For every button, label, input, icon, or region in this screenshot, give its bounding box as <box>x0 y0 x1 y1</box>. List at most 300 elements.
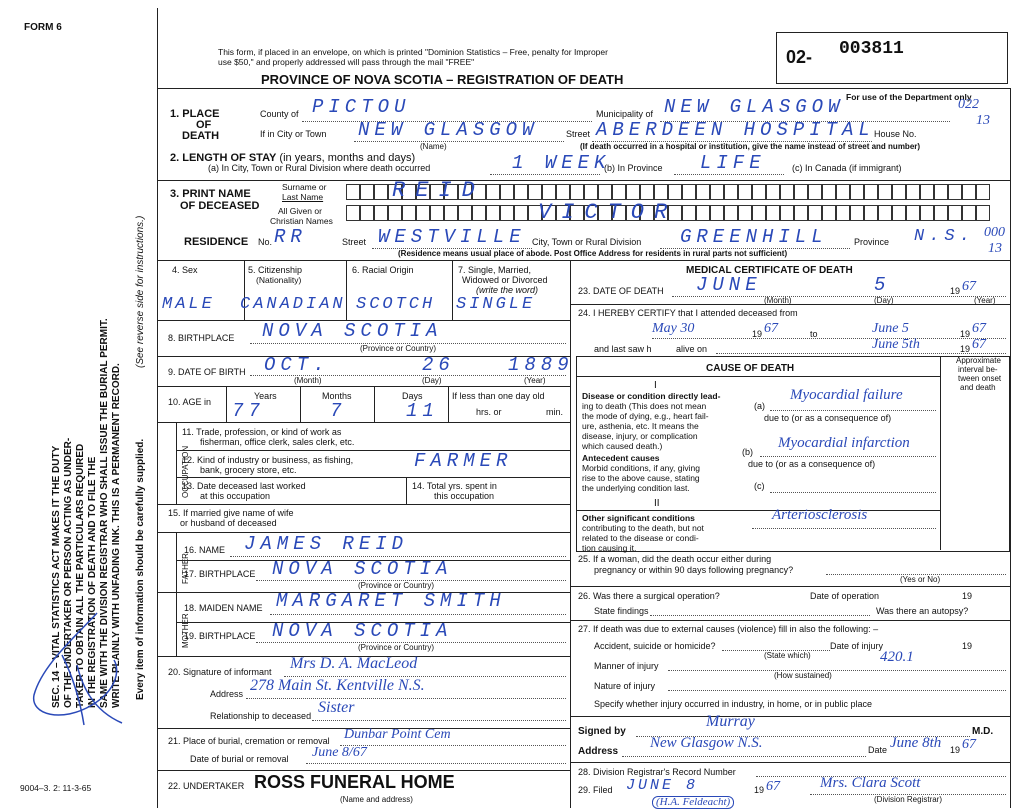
years-spent-label-2: this occupation <box>434 491 495 501</box>
letter-cell <box>850 205 864 221</box>
residence-label: RESIDENCE <box>184 236 249 248</box>
antecedent-label-2: Morbid conditions, if any, giving <box>582 463 700 473</box>
side-instruction-8: Every item of information should be carefully supplied. <box>135 438 146 700</box>
letter-cell <box>640 184 654 200</box>
letter-cell <box>696 184 710 200</box>
citizenship-label: 5. Citizenship <box>248 265 303 275</box>
center-divider <box>570 260 571 808</box>
father-birthplace-sub: (Province or Country) <box>358 581 435 590</box>
letter-cell <box>780 205 794 221</box>
marital-label-1: 7. Single, Married, <box>458 265 532 275</box>
father-name-line <box>230 556 566 557</box>
age-days-label: Days <box>402 391 423 401</box>
letter-cell <box>724 205 738 221</box>
divider-16 <box>157 770 570 771</box>
operation-date-label: Date of operation <box>810 591 880 601</box>
marital-label-3: (write the word) <box>476 285 539 295</box>
attended-from-prefix: 19 <box>752 329 763 339</box>
city-name-caption: (Name) <box>420 142 447 151</box>
stay-b-label: (b) In Province <box>604 163 663 173</box>
letter-cell <box>542 184 556 200</box>
attended-to-prefix: 19 <box>960 329 971 339</box>
specify-label: Specify whether injury occurred in industry, in home, or in public place <box>594 699 872 709</box>
age-months-value: 7 <box>330 400 347 422</box>
disease-label-1: Disease or condition directly lead- <box>582 391 721 401</box>
letter-cell <box>374 205 388 221</box>
letter-cell <box>682 205 696 221</box>
given-label-1: All Given or <box>278 206 322 216</box>
department-use-label: For use of the Department only <box>846 92 972 102</box>
death-month-value: JUNE <box>696 274 762 296</box>
side-instruction-2: OF THE UNDERTAKER OR PERSON ACTING AS UNDER- <box>63 437 74 708</box>
how-sustained-caption: (How sustained) <box>774 671 832 680</box>
letter-cell <box>836 205 850 221</box>
father-birthplace-label: 17. BIRTHPLACE <box>184 569 256 579</box>
industry-label-2: bank, grocery store, etc. <box>200 465 297 475</box>
letter-cell <box>976 205 990 221</box>
cause-c-line <box>770 492 936 493</box>
dept-code-3: 000 <box>984 225 1005 240</box>
form-left-border <box>157 8 158 808</box>
last-saw-line <box>716 353 1006 354</box>
md-date-value: June 8th <box>890 735 942 751</box>
letter-cell <box>402 205 416 221</box>
attended-line <box>652 338 1006 339</box>
stay-b-line <box>674 174 784 175</box>
marital-label-2: Widowed or Divorced <box>462 275 548 285</box>
divider-6 <box>157 422 570 423</box>
md-date-label: Date <box>868 745 888 755</box>
dept-code-4: 13 <box>988 241 1002 256</box>
surname-label-2: Last Name <box>282 192 324 202</box>
letter-cell <box>976 184 990 200</box>
autopsy-label: Was there an autopsy? <box>876 606 969 616</box>
interval-divider <box>940 356 941 550</box>
letter-cell <box>430 205 444 221</box>
last-saw-prefix: 19 <box>960 344 971 354</box>
divider-m2 <box>570 586 1010 587</box>
trade-label-1: 11. Trade, profession, or kind of work as <box>182 427 342 437</box>
divider-2 <box>157 260 1010 261</box>
col-div-b <box>346 260 347 320</box>
letter-cell <box>724 184 738 200</box>
informant-signature: Mrs D. A. MacLeod <box>290 655 418 672</box>
divider-m3 <box>570 620 1010 621</box>
letter-cell <box>878 205 892 221</box>
letter-cell <box>598 184 612 200</box>
burial-place-value: Dunbar Point Cem <box>344 727 451 742</box>
letter-cell <box>864 205 878 221</box>
mother-name-value: MARGARET SMITH <box>276 590 506 612</box>
letter-cell <box>934 205 948 221</box>
marital-value: SINGLE <box>456 295 536 314</box>
cause-a-value: Myocardial failure <box>790 387 903 403</box>
signed-value: Murray <box>706 713 755 730</box>
letter-cell <box>948 205 962 221</box>
divider-8 <box>176 477 570 478</box>
attended-from-value: May 30 <box>652 321 695 336</box>
injury-year-prefix: 19 <box>962 641 973 651</box>
age-months-label: Months <box>322 391 352 401</box>
col-div-c <box>452 260 453 320</box>
letter-cell <box>458 205 472 221</box>
record-label: 28. Division Registrar's Record Number <box>578 767 736 777</box>
racial-label: 6. Racial Origin <box>352 265 414 275</box>
woman-label-2: pregnancy or within 90 days following pregnancy? <box>594 565 794 575</box>
stay-a-value: 1 WEEK <box>512 152 611 174</box>
stay-label: 2. LENGTH OF STAY <box>170 152 277 164</box>
letter-cell <box>808 184 822 200</box>
attended-to-year: 67 <box>972 321 986 336</box>
md-year-value: 67 <box>962 737 976 752</box>
occupation-side-div <box>176 422 177 504</box>
birthplace-sub: (Province or Country) <box>360 344 437 353</box>
letter-cell <box>752 205 766 221</box>
given-value: VICTOR <box>538 200 678 225</box>
house-label: House No. <box>874 129 917 139</box>
state-findings-line <box>650 615 870 616</box>
name-label-1: 3. PRINT NAME <box>170 188 251 200</box>
disease-label-6: which caused death.) <box>582 441 663 451</box>
letter-cell <box>584 184 598 200</box>
certify-label: 24. I HEREBY CERTIFY that I attended deceased from <box>578 308 798 318</box>
stay-b-value: LIFE <box>700 152 766 174</box>
married-label-2: or husband of deceased <box>180 518 277 528</box>
residence-note: (Residence means usual place of abode. Post Office Address for residents in rural parts not sufficient) <box>398 249 788 258</box>
disease-label-3: the mode of dying, e.g., heart fail- <box>582 411 709 421</box>
residence-province-label: Province <box>854 237 890 247</box>
filed-year-value: 67 <box>766 779 780 794</box>
under-day-label: If less than one day old <box>452 391 545 401</box>
cause-b-value: Myocardial infarction <box>778 435 910 451</box>
burial-place-line <box>340 745 566 746</box>
alive-label: alive on <box>676 344 708 354</box>
md-label: M.D. <box>972 726 994 737</box>
dept-code-2: 13 <box>976 113 990 128</box>
letter-cell <box>766 205 780 221</box>
signed-label: Signed by <box>578 726 626 737</box>
letter-cell <box>486 205 500 221</box>
name-label-2: OF DECEASED <box>180 200 260 212</box>
death-day-caption: (Day) <box>874 296 894 305</box>
letter-cell <box>654 184 668 200</box>
given-label-2: Christian Names <box>270 216 333 226</box>
last-saw-year: 67 <box>972 337 986 352</box>
letter-cell <box>738 184 752 200</box>
other-label-4: tion causing it. <box>582 543 637 553</box>
age-years-label: Years <box>254 391 277 401</box>
father-name-value: JAMES REID <box>244 533 409 555</box>
mother-birthplace-label: 19. BIRTHPLACE <box>184 631 256 641</box>
county-label: County of <box>260 109 299 119</box>
min-label: min. <box>546 407 564 417</box>
nature-label: Nature of injury <box>594 681 656 691</box>
mother-side-div <box>176 592 177 656</box>
letter-cell <box>486 184 500 200</box>
city-value: NEW GLASGOW <box>358 119 539 141</box>
undertaker-sub: (Name and address) <box>340 795 413 804</box>
informant-sig-label: 20. Signature of informant <box>168 667 272 677</box>
other-label-1: Other significant conditions <box>582 513 695 523</box>
age-div-3 <box>374 386 375 422</box>
attended-to-value: June 5 <box>872 321 909 336</box>
letter-cell <box>556 184 570 200</box>
letter-cell <box>346 205 360 221</box>
dob-month-caption: (Month) <box>294 376 322 385</box>
letter-cell <box>500 184 514 200</box>
cause-b-line <box>760 456 936 457</box>
other-line <box>752 528 936 529</box>
letter-cell <box>920 205 934 221</box>
age-div-2 <box>300 386 301 422</box>
interval-label-2: interval be- <box>958 365 998 374</box>
letter-cell <box>360 184 374 200</box>
undertaker-label: 22. UNDERTAKER <box>168 781 245 791</box>
other-value: Arteriosclerosis <box>772 507 868 523</box>
disease-label-4: ure, asthenia, etc. It means the <box>582 421 699 431</box>
citizenship-value: CANADIAN <box>240 295 346 314</box>
due-to-1: due to (or as a consequence of) <box>764 413 892 423</box>
manner-line <box>668 670 1006 671</box>
residence-city-label: City, Town or Rural Division <box>532 237 642 247</box>
to-label: to <box>810 329 818 339</box>
form-right-border <box>1010 88 1011 808</box>
residence-province-value: N.S. <box>914 227 975 246</box>
letter-cell <box>808 205 822 221</box>
relationship-line <box>312 720 566 721</box>
registration-prefix: 02- <box>786 47 813 67</box>
letter-cell <box>710 205 724 221</box>
letter-cell <box>570 184 584 200</box>
cause-title-rule <box>576 376 940 377</box>
residence-no-label: No. <box>258 237 273 247</box>
registrar-stamp-note: (H.A. Feldeacht) <box>652 796 734 809</box>
death-date-line <box>672 296 1006 297</box>
letter-cell <box>738 205 752 221</box>
letter-cell <box>682 184 696 200</box>
side-instruction-6: WRITE PLAINLY WITH UNFADING INK. THIS IS A PERMANENT RECORD. <box>111 363 122 708</box>
cause-a-line <box>770 410 936 411</box>
letter-cell <box>696 205 710 221</box>
informant-address-line <box>246 698 566 699</box>
last-saw-label: and last saw h <box>594 344 652 354</box>
header-divider <box>157 88 1010 89</box>
letter-cell <box>906 205 920 221</box>
last-saw-value: June 5th <box>872 337 920 352</box>
filed-year-prefix: 19 <box>754 785 765 795</box>
age-label: 10. AGE in <box>168 397 212 407</box>
years-spent-label-1: 14. Total yrs. spent in <box>412 481 497 491</box>
surgical-label: 26. Was there a surgical operation? <box>578 591 720 601</box>
divider-m5 <box>570 762 1010 763</box>
letter-cell <box>360 205 374 221</box>
place-label-1: 1. PLACE <box>170 108 220 120</box>
side-instruction-3: TAKER TO OBTAIN ALL THE PARTICULARS REQUIRED <box>75 443 86 708</box>
letter-cell <box>780 184 794 200</box>
letter-cell <box>864 184 878 200</box>
disease-label-2: ing to death (This does not mean <box>582 401 707 411</box>
letter-cell <box>612 184 626 200</box>
death-year-caption: (Year) <box>974 296 996 305</box>
letter-cell <box>892 205 906 221</box>
ink-scribble <box>22 605 132 730</box>
mother-name-label: 18. MAIDEN NAME <box>184 603 263 613</box>
manner-code-value: 420.1 <box>880 649 914 665</box>
md-year-prefix: 19 <box>950 745 961 755</box>
racial-value: SCOTCH <box>356 295 436 314</box>
stay-a-label: (a) In City, Town or Rural Division where death occurred <box>208 163 431 173</box>
letter-cell <box>528 184 542 200</box>
side-instruction-5: SAME WITH THE DIVISION REGISTRAR WHO SHALL ISSUE THE BURIAL PERMIT. <box>99 318 110 708</box>
registrar-caption: (Division Registrar) <box>874 795 943 804</box>
death-day-value: 5 <box>874 274 891 296</box>
dob-year-caption: (Year) <box>524 376 546 385</box>
residence-city-value: GREENHILL <box>680 226 828 248</box>
place-label-3: DEATH <box>182 130 220 142</box>
age-div-4 <box>448 386 449 422</box>
part-one-label: I <box>654 380 657 391</box>
medical-title: MEDICAL CERTIFICATE OF DEATH <box>686 265 853 276</box>
death-month-caption: (Month) <box>764 296 792 305</box>
surname-label-1: Surname or <box>282 182 327 192</box>
death-year-value: 67 <box>962 279 976 294</box>
letter-cell <box>444 205 458 221</box>
letter-cell <box>710 184 724 200</box>
registrar-signature: Mrs. Clara Scott <box>820 775 921 791</box>
mother-side-label: MOTHER <box>181 613 190 648</box>
county-value: PICTOU <box>312 96 411 118</box>
trade-label-2: fisherman, office clerk, sales clerk, etc. <box>200 437 355 447</box>
burial-place-label: 21. Place of burial, cremation or removal <box>168 736 330 746</box>
dept-code-1: 022 <box>958 97 979 112</box>
footer-code: 9004–3. 2: 11-3-65 <box>20 783 92 793</box>
letter-cell <box>346 184 360 200</box>
dob-year-value: 1889 <box>508 354 574 376</box>
residence-street-value: WESTVILLE <box>378 226 526 248</box>
married-label-1: 15. If married give name of wife <box>168 508 294 518</box>
side-instruction-7: (See reverse side for instructions.) <box>135 215 146 368</box>
occupation-side-label: OCCUPATION <box>181 445 190 498</box>
birthplace-label: 8. BIRTHPLACE <box>168 333 235 343</box>
letter-cell <box>500 205 514 221</box>
manner-label: Manner of injury <box>594 661 659 671</box>
letter-cell <box>934 184 948 200</box>
letter-cell <box>626 184 640 200</box>
informant-address: 278 Main St. Kentville N.S. <box>250 677 425 694</box>
burial-date-line <box>306 763 566 764</box>
stay-c-label: (c) In Canada (if immigrant) <box>792 163 902 173</box>
death-date-label: 23. DATE OF DEATH <box>578 286 664 296</box>
part-two-label: II <box>654 498 660 509</box>
age-days-value: 11 <box>406 400 439 422</box>
father-birthplace-value: NOVA SCOTIA <box>272 558 453 580</box>
letter-cell <box>892 184 906 200</box>
sex-value: MALE <box>162 295 215 314</box>
industry-label-1: 12. Kind of industry or business, as fishing, <box>182 455 354 465</box>
occ-div <box>406 477 407 504</box>
stay-label-sub: (in years, months and days) <box>279 152 416 164</box>
letter-cell <box>794 205 808 221</box>
informant-address-label: Address <box>210 689 244 699</box>
letter-cell <box>374 184 388 200</box>
interval-label-1: Approximate <box>956 356 1001 365</box>
accident-label: Accident, suicide or homicide? <box>594 641 716 651</box>
divider-1 <box>157 180 1010 181</box>
state-which-caption: (State which) <box>764 651 811 660</box>
letter-cell <box>766 184 780 200</box>
part-two-rule <box>576 510 940 511</box>
burial-date-label: Date of burial or removal <box>190 754 289 764</box>
letter-cell <box>668 184 682 200</box>
dob-day-caption: (Day) <box>422 376 442 385</box>
city-line <box>354 141 564 142</box>
injury-date-label: Date of injury <box>830 641 884 651</box>
other-label-3: related to the disease or condi- <box>582 533 699 543</box>
side-instruction-1: SEC. 14 – VITAL STATISTICS ACT MAKES IT THE DUTY <box>51 445 62 708</box>
side-instruction-4: IN THE REGISTRATION OF DEATH AND TO FILE THE <box>87 456 98 708</box>
dob-month-value: OCT. <box>264 354 330 376</box>
hrs-label: hrs. or <box>476 407 502 417</box>
relationship-label: Relationship to deceased <box>210 711 312 721</box>
last-worked-label-2: at this occupation <box>200 491 271 501</box>
letter-cell <box>752 184 766 200</box>
md-address-label: Address <box>578 746 619 757</box>
form-number: FORM 6 <box>24 22 62 33</box>
interval-label-4: and death <box>960 383 996 392</box>
divider-9 <box>157 504 570 505</box>
md-address-line <box>622 756 866 757</box>
letter-cell <box>836 184 850 200</box>
woman-label-1: 25. If a woman, did the death occur either during <box>578 554 772 564</box>
city-label: If in City or Town <box>260 129 327 139</box>
father-side-label: FATHER <box>181 553 190 584</box>
last-worked-label-1: 13. Date deceased last worked <box>182 481 306 491</box>
antecedent-label-1: Antecedent causes <box>582 453 660 463</box>
letter-cell <box>962 184 976 200</box>
burial-date-value: June 8/67 <box>312 745 367 760</box>
antecedent-label-3: rise to the above cause, stating <box>582 473 700 483</box>
registration-number: 003811 <box>839 39 904 59</box>
surname-value: REID <box>392 178 485 203</box>
disease-label-5: disease, injury, or complication <box>582 431 698 441</box>
letter-cell <box>794 184 808 200</box>
letter-cell <box>388 205 402 221</box>
relationship-value: Sister <box>318 699 355 716</box>
letter-cell <box>850 184 864 200</box>
father-side-div <box>176 532 177 592</box>
letter-cell <box>948 184 962 200</box>
father-name-label: 16. NAME <box>184 545 226 555</box>
md-address-value: New Glasgow N.S. <box>650 735 763 751</box>
dob-label: 9. DATE OF BIRTH <box>168 367 246 377</box>
due-to-2: due to (or as a consequence of) <box>748 459 876 469</box>
letter-cell <box>514 184 528 200</box>
hospital-note: (If death occurred in a hospital or institution, give the name instead of street and number) <box>580 142 921 151</box>
attended-from-year: 67 <box>764 321 778 336</box>
other-label-2: contributing to the death, but not <box>582 523 704 533</box>
mother-birthplace-sub: (Province or Country) <box>358 643 435 652</box>
divider-m4 <box>570 716 1010 717</box>
state-findings-label: State findings <box>594 606 649 616</box>
place-street-value: ABERDEEN HOSPITAL <box>596 119 875 141</box>
sex-label: 4. Sex <box>172 265 198 275</box>
letter-cell <box>906 184 920 200</box>
antecedent-label-4: the underlying condition last. <box>582 483 690 493</box>
stay-a-line <box>490 174 600 175</box>
cause-title: CAUSE OF DEATH <box>706 363 795 374</box>
external-label: 27. If death was due to external causes (violence) fill in also the following: – <box>578 624 879 634</box>
interval-label-3: tween onset <box>958 374 1002 383</box>
